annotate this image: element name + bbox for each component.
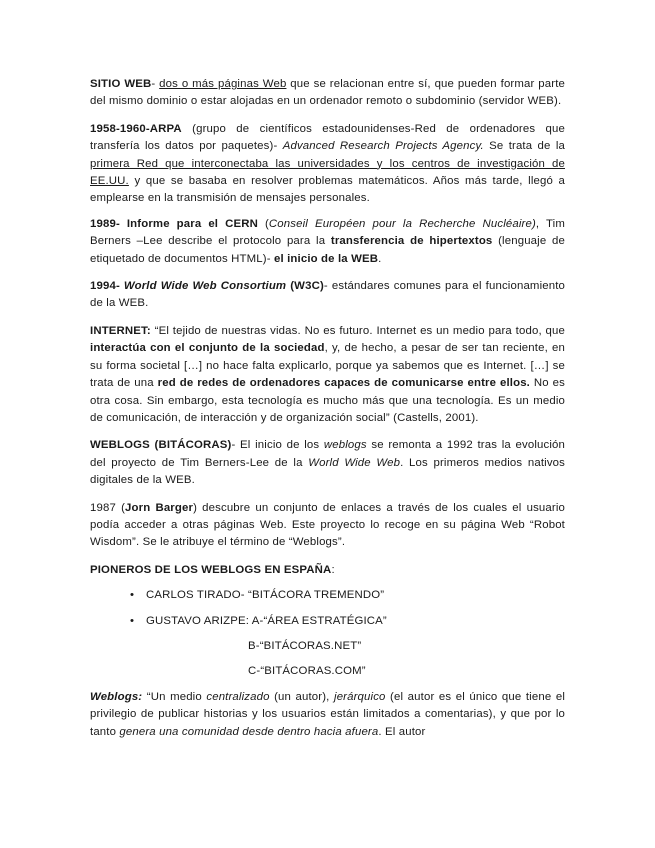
bold-text: Jorn Barger [125, 501, 194, 514]
paragraph-definicion [90, 689, 565, 741]
text: . Los primeros medios nativos digitales de la WEB. [90, 456, 565, 487]
text: : [331, 563, 335, 576]
italic-text: genera una comunidad desde dentro hacia afuera [119, 725, 379, 738]
text: se remonta a 1992 tras la evolución del proyecto de Tim Berners-Lee de la [90, 439, 565, 469]
term-cern: 1989- Informe para el CERN [90, 217, 258, 230]
italic-text: World Wide Web [308, 456, 401, 469]
bold-text: red de redes de ordenadores capaces de comunicarse entre ellos. [157, 377, 531, 390]
list-item [90, 587, 565, 604]
italic-text: weblogs [323, 439, 367, 452]
text: (grupo de científicos estadounidenses-Red de ordenadores que transfería los datos por paquetes)- [90, 122, 565, 153]
underlined-text: dos o más páginas Web [159, 78, 287, 90]
text: - [151, 78, 160, 90]
bold-text: transferencia de hipertextos [330, 235, 493, 248]
text: y que se basaba en resolver problemas matemáticos. Años más tarde, llegó a emplearse en la transmisión de mensajes personales. [90, 175, 565, 205]
term-arpa: 1958-1960-ARPA [90, 122, 182, 135]
text: que se relacionan entre sí, que pueden formar parte del mismo dominio o estar alojadas en un ordenador remoto o subdominio (servidor WEB). [90, 78, 565, 108]
bold-text: interactúa con el conjunto de la sociedad [90, 342, 325, 355]
text: (lenguaje de etiquetado de documentos HTML)- [90, 235, 565, 265]
text: . [378, 252, 382, 265]
italic-bold-text: World Wide Web Consortium [123, 280, 287, 293]
text: No es otra cosa. Sin embargo, esta tecnología es mucho más que una tecnología. Es un medio de comunicación, de interacción y de organización social” (Castells, 2001). [90, 377, 565, 424]
italic-text: jerárquico [334, 690, 386, 703]
term-sitio-web: SITIO WEB [90, 78, 152, 90]
sub-item: C-“BITÁCORAS.COM” [248, 665, 366, 678]
pioneros-list [90, 587, 565, 630]
text: , Tim Berners –Lee describe el protocolo para la [90, 217, 566, 248]
paragraph-arpa [90, 121, 565, 208]
paragraph-internet [90, 323, 565, 427]
paragraph-sitio-web [90, 76, 565, 111]
text: ) descubre un conjunto de enlaces a través de los cuales el usuario podía acceder a otras páginas Web. Este proyecto lo recoge en su página Web “Robot Wisdom”. Se le atribuye el término de “Weblogs”. [90, 501, 566, 549]
term-1994: 1994- [90, 280, 124, 293]
paragraph-cern [90, 216, 565, 268]
list-item [90, 613, 565, 630]
text: “Un medio [142, 690, 207, 703]
italic-text: Advanced Research Projects Agency. [282, 140, 484, 153]
text: “El tejido de nuestras vidas. No es futuro. Internet es un medio para todo, que [150, 324, 565, 337]
text: ( [257, 217, 269, 230]
text: 1987 ( [90, 501, 126, 514]
bullet-icon: • [130, 614, 135, 627]
paragraph-weblogs [90, 437, 565, 489]
italic-text: Conseil Européen pour la Recherche Nucléaire) [268, 217, 536, 230]
bullet-icon: • [130, 589, 135, 602]
paragraph-w3c [90, 278, 565, 313]
list-item-text: GUSTAVO ARIZPE: A-“ÁREA ESTRATÉGICA” [146, 614, 387, 627]
text: (el autor es el único que tiene el privilegio de publicar historias y los usuarios están limitados a comentarias), y que por lo tanto [90, 690, 565, 738]
list-item-text: CARLOS TIRADO- “BITÁCORA TREMENDO” [146, 589, 385, 602]
underlined-text: primera Red que interconectaba las universidades y los centros de investigación de EE.UU. [90, 157, 565, 188]
text: . El autor [378, 725, 426, 738]
bold-text: (W3C) [286, 280, 324, 293]
pioneros-heading: PIONEROS DE LOS WEBLOGS EN ESPAÑA [90, 563, 332, 576]
text: (un autor), [269, 690, 335, 703]
bold-text: el inicio de la WEB [273, 252, 379, 265]
text: Se trata de la [483, 140, 566, 153]
sub-item: B-“BITÁCORAS.NET” [248, 639, 362, 652]
heading-pioneros [90, 562, 565, 579]
text: , y, de hecho, a pesar de ser tan reciente, en su forma societal […] no hace falta explicarlo, porque ya sabemos que es Internet. […] se trata de una [90, 342, 565, 390]
term-internet: INTERNET: [90, 324, 151, 337]
paragraph-barger [90, 500, 565, 552]
term-weblogs: WEBLOGS (BITÁCORAS) [90, 439, 232, 452]
term-weblogs-definition: Weblogs: [90, 690, 143, 703]
italic-text: centralizado [206, 690, 270, 703]
text: - El inicio de los [231, 439, 324, 452]
text: - estándares comunes para el funcionamiento de la WEB. [90, 280, 566, 310]
